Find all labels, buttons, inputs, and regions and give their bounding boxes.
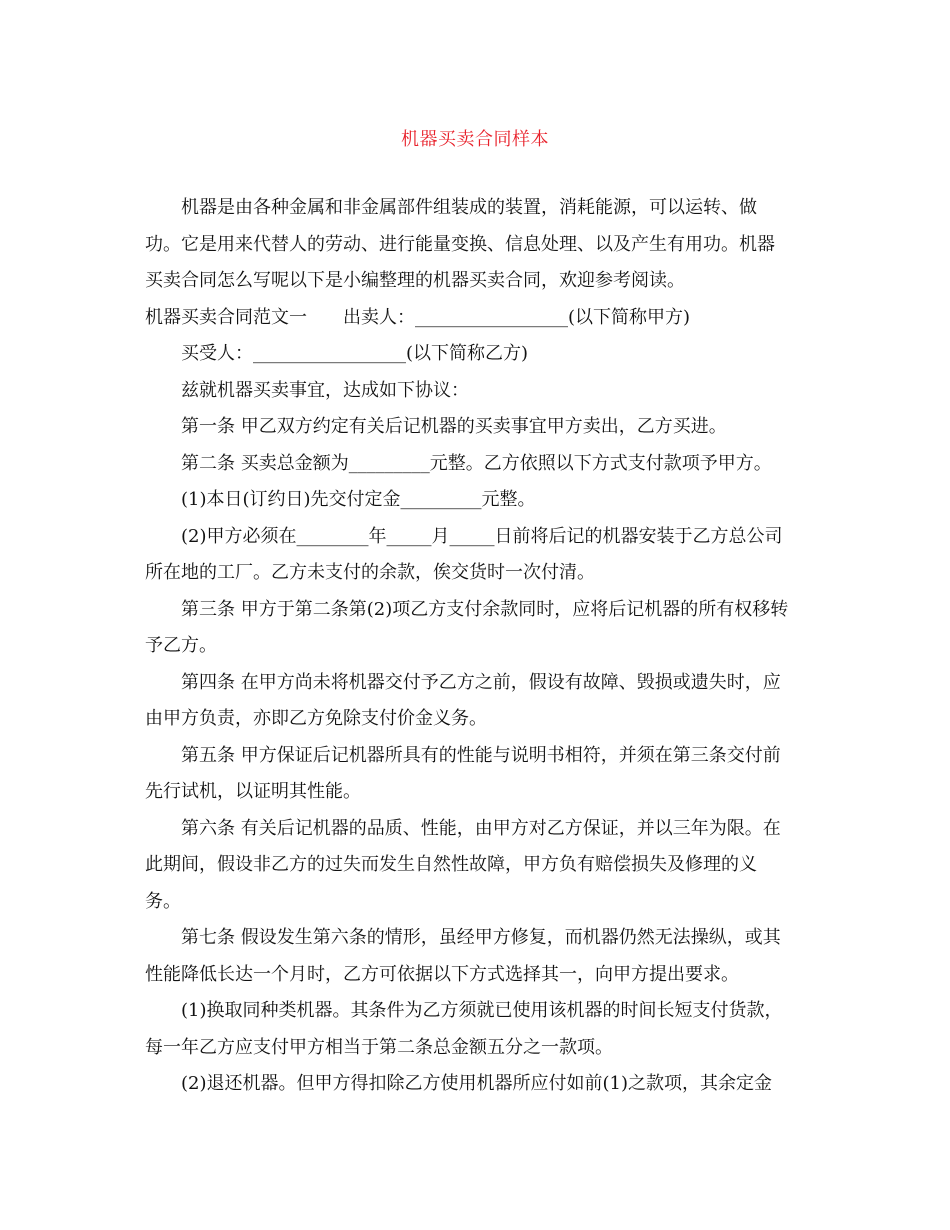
text-line-3: 买卖合同怎么写呢以下是小编整理的机器买卖合同，欢迎参考阅读。 <box>145 270 685 291</box>
text-line-21: 第七条 假设发生第六条的情形，虽经甲方修复，而机器仍然无法操纵，或其 <box>181 927 781 948</box>
text-line-9: (1)本日(订约日)先交付定金_________元整。 <box>181 489 536 510</box>
text-line-18: 第六条 有关后记机器的品质、性能，由甲方对乙方保证，并以三年为限。在 <box>181 818 781 839</box>
text-line-7: 第一条 甲乙双方约定有关后记机器的买卖事宜甲方卖出，乙方买进。 <box>181 416 727 437</box>
text-line-20: 务。 <box>145 891 181 912</box>
text-line-10: (2)甲方必须在________年_____月_____日前将后记的机器安装于乙方总公司 <box>181 526 783 547</box>
text-line-6: 兹就机器买卖事宜，达成如下协议： <box>181 380 469 401</box>
text-line-11: 所在地的工厂。乙方未支付的余款，俟交货时一次付清。 <box>145 562 595 583</box>
text-line-23: (1)换取同种类机器。其条件为乙方须就已使用该机器的时间长短支付货款， <box>181 1000 783 1021</box>
text-line-19: 此期间，假设非乙方的过失而发生自然性故障，甲方负有赔偿损失及修理的义 <box>145 854 757 875</box>
text-line-17: 先行试机，以证明其性能。 <box>145 781 361 802</box>
text-line-8: 第二条 买卖总金额为_________元整。乙方依照以下方式支付款项予甲方。 <box>181 453 772 474</box>
text-line-22: 性能降低长达一个月时，乙方可依据以下方式选择其一，向甲方提出要求。 <box>145 964 739 985</box>
text-line-14: 第四条 在甲方尚未将机器交付予乙方之前，假设有故障、毁损或遗失时，应 <box>181 672 781 693</box>
text-line-12: 第三条 甲方于第二条第(2)项乙方支付余款同时，应将后记机器的所有权移转 <box>181 599 789 620</box>
text-line-13: 予乙方。 <box>145 635 217 656</box>
text-line-24: 每一年乙方应支付甲方相当于第二条总金额五分之一款项。 <box>145 1037 613 1058</box>
text-line-4: 机器买卖合同范文一 出卖人：_________________(以下简称甲方) <box>145 307 691 328</box>
text-line-1: 机器是由各种金属和非金属部件组装成的装置，消耗能源，可以运转、做 <box>181 197 757 218</box>
text-line-2: 功。它是用来代替人的劳动、进行能量变换、信息处理、以及产生有用功。机器 <box>145 234 775 255</box>
text-line-16: 第五条 甲方保证后记机器所具有的性能与说明书相符，并须在第三条交付前 <box>181 745 781 766</box>
text-line-15: 由甲方负责，亦即乙方免除支付价金义务。 <box>145 708 487 729</box>
text-line-5: 买受人：_________________(以下简称乙方) <box>181 343 529 364</box>
document-title: 机器买卖合同样本 <box>401 129 549 150</box>
text-line-25: (2)退还机器。但甲方得扣除乙方使用机器所应付如前(1)之款项，其余定金 <box>181 1073 772 1094</box>
